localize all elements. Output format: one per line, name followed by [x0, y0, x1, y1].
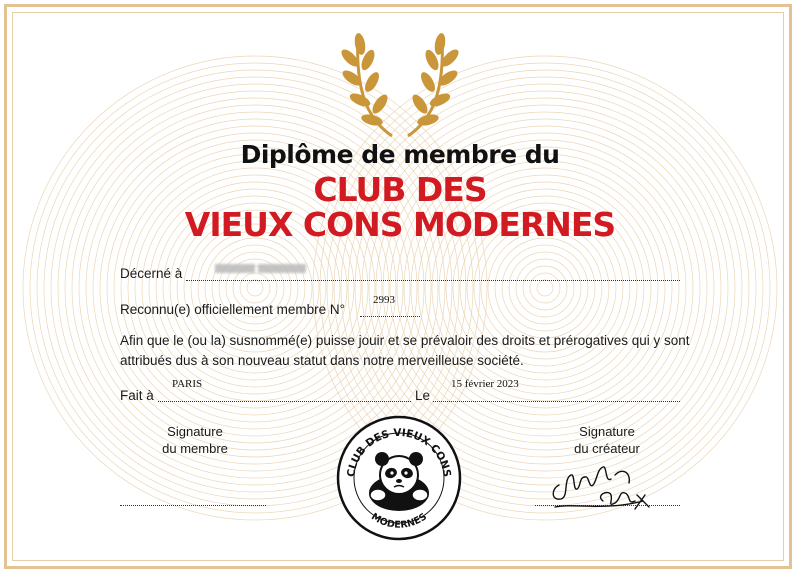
member-signature-line1: Signature	[167, 424, 223, 439]
place-label: Fait à	[120, 388, 154, 403]
seal-bottom-text: MODERNES	[369, 511, 429, 531]
awarded-line	[186, 280, 680, 281]
member-number-value: 2993	[373, 294, 395, 306]
member-number-label: Reconnu(e) officiellement membre N°	[120, 302, 345, 317]
date-line	[433, 401, 680, 402]
seal-top-text: CLUB DES VIEUX CONS	[345, 426, 453, 478]
club-name-line2: VIEUX CONS MODERNES	[184, 205, 616, 244]
handwritten-signature	[545, 455, 655, 520]
guilloche-ring	[212, 245, 298, 331]
member-signature-label	[150, 423, 240, 457]
awarded-label: Décerné à	[120, 266, 183, 281]
guilloche-ring	[516, 259, 574, 317]
creator-signature-line2: du créateur	[574, 441, 640, 456]
guilloche-ring	[502, 245, 588, 331]
creator-signature-label	[557, 423, 657, 457]
redacted-name-first	[215, 264, 255, 273]
guilloche-ring	[247, 280, 263, 296]
diploma-heading: Diplôme de membre du	[240, 140, 560, 169]
club-name-line1: CLUB DES	[313, 170, 487, 209]
guilloche-ring	[530, 273, 560, 303]
privileges-paragraph: Afin que le (ou la) susnommé(e) puisse jouir et se prévaloir des droits et prérogatives qui y sont attribués dus à son nouveau statut dans notre merveilleuse société.	[120, 333, 690, 368]
laurel-wreath-icon	[330, 26, 470, 141]
place-value: PARIS	[172, 378, 203, 390]
place-line	[158, 401, 411, 402]
guilloche-ring	[523, 266, 567, 310]
date-label: Le	[415, 388, 431, 403]
guilloche-ring	[495, 238, 595, 338]
creator-signature-line1: Signature	[579, 424, 635, 439]
member-signature-line	[120, 505, 266, 506]
panda-seal-icon	[336, 415, 462, 541]
guilloche-ring	[198, 231, 312, 345]
guilloche-ring	[488, 231, 602, 345]
guilloche-ring	[509, 252, 581, 324]
redacted-name-last	[258, 264, 306, 273]
guilloche-ring	[240, 273, 270, 303]
guilloche-ring	[205, 238, 305, 338]
member-number-line	[360, 316, 420, 317]
date-value: 15 février 2023	[451, 378, 519, 390]
member-signature-line2: du membre	[162, 441, 228, 456]
guilloche-ring	[537, 280, 553, 296]
